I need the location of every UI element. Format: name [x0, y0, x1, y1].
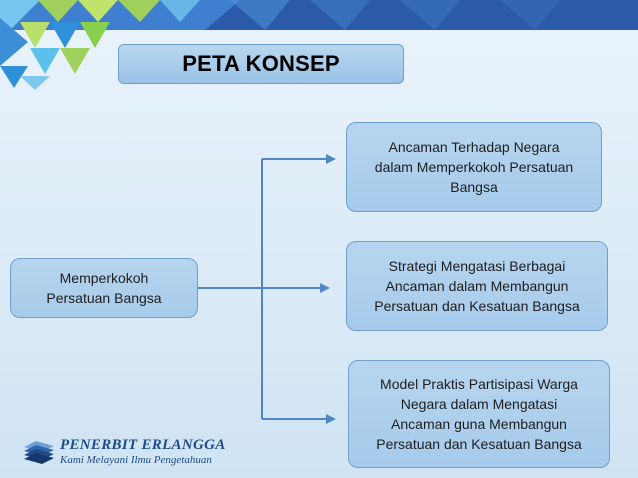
page-title-text: PETA KONSEP: [182, 51, 340, 76]
publisher-tagline: Kami Melayani Ilmu Pengetahuan: [60, 454, 212, 466]
book-icon: [22, 438, 56, 466]
concept-node-root-label: Memperkokoh Persatuan Bangsa: [46, 270, 162, 306]
concept-node-threats: [346, 122, 602, 212]
publisher-logo: [22, 438, 226, 466]
concept-node-root: [10, 258, 198, 318]
concept-node-strategies-label: Strategi Mengatasi Berbagai Ancaman dalam Membangun Persatuan dan Kesatuan Bangsa: [374, 258, 580, 314]
concept-node-strategies: [346, 241, 608, 331]
concept-node-threats-label: Ancaman Terhadap Negara dalam Memperkokoh Persatuan Bangsa: [374, 139, 574, 195]
concept-node-participation-model: [348, 360, 610, 468]
page-title: [118, 44, 404, 84]
concept-node-participation-model-label: Model Praktis Partisipasi Warga Negara dalam Mengatasi Ancaman guna Membangun Persatuan dan Kesatuan Bangsa: [376, 376, 582, 452]
publisher-name: PENERBIT ERLANGGA: [60, 437, 226, 453]
